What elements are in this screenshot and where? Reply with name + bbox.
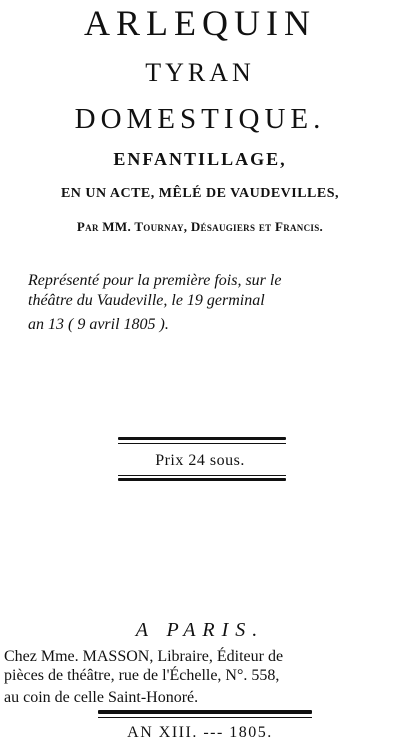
performance-line-2: théâtre du Vaudeville, le 19 germinal [28, 292, 265, 309]
price-rule-top [118, 437, 286, 440]
act-description: EN UN ACTE, MÊLÉ DE VAUDEVILLES, [60, 186, 340, 201]
performance-line-1: Représenté pour la première fois, sur le [28, 272, 282, 289]
imprint-line-1: Chez Mme. MASSON, Libraire, Éditeur de [4, 648, 284, 665]
imprint-place: A PARIS. [135, 619, 265, 641]
imprint-line-2: pièces de théâtre, rue de l'Échelle, N°. 558, [4, 667, 280, 684]
price-rule-top-thin [118, 443, 286, 444]
performance-line-3: an 13 ( 9 avril 1805 ). [28, 316, 169, 333]
price-rule-bottom-thin [118, 475, 286, 476]
imprint-year: AN XIII. --- 1805. [127, 724, 273, 741]
genre-label: ENFANTILLAGE, [113, 149, 287, 169]
title-line-3: DOMESTIQUE. [74, 103, 326, 135]
price-rule-bottom [118, 478, 286, 481]
imprint-rule-thin [98, 717, 312, 718]
imprint-rule [98, 710, 312, 714]
title-line-2: TYRAN [145, 58, 255, 87]
imprint-line-3: au coin de celle Saint-Honoré. [4, 689, 199, 706]
title-line-1: ARLEQUIN [84, 3, 316, 43]
authors-line: Par MM. Tournay, Désaugiers et Francis. [76, 219, 324, 234]
price-label: Prix 24 sous. [155, 452, 245, 469]
